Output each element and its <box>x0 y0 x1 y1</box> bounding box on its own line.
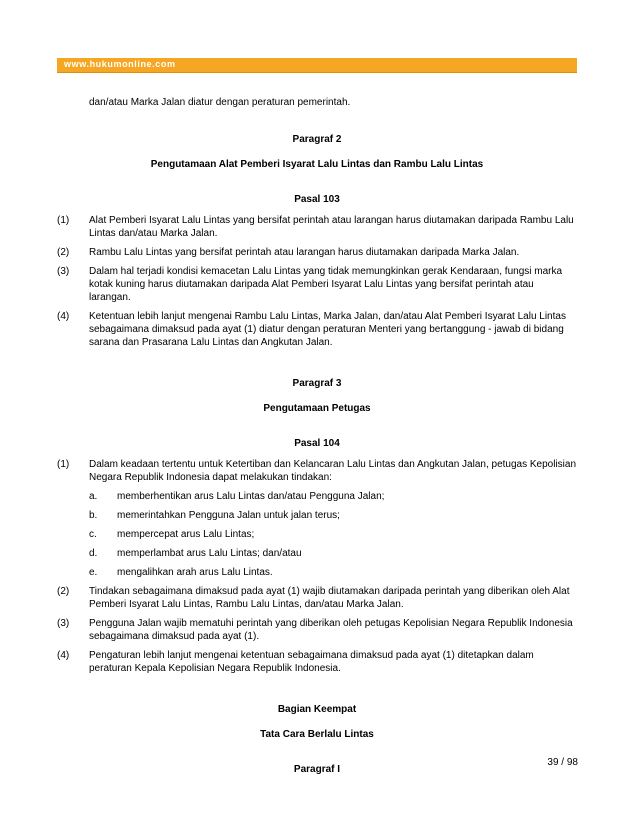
pasal-104-item <box>57 585 577 611</box>
subitem-text: memperlambat arus Lalu Lintas; dan/atau <box>117 548 302 559</box>
page-number: 39 / 98 <box>547 757 578 768</box>
paragraf-3-heading: Paragraf 3 <box>292 378 342 389</box>
paragraf-1-heading: Paragraf I <box>293 764 341 775</box>
site-header-bar <box>57 58 577 73</box>
pasal-104-subitem <box>89 547 577 560</box>
subitem-text: memerintahkan Pengguna Jalan untuk jalan terus; <box>117 510 340 521</box>
item-text: Rambu Lalu Lintas yang bersifat perintah atau larangan harus diutamakan daripada Marka Jalan. <box>89 247 520 258</box>
item-text: Ketentuan lebih lanjut mengenai Rambu Lalu Lintas, Marka Jalan, dan/atau Alat Pemberi Isyarat Lalu Lintas sebagaimana dimaksud pada ayat (1) diatur dengan peraturan Menteri yang bertanggung - jawab di bidang sarana dan Prasarana Lalu Lintas dan Angkutan Jalan. <box>89 311 566 348</box>
pasal-104-subitem <box>89 528 577 541</box>
item-number: (2) <box>57 586 70 597</box>
item-text: Pengaturan lebih lanjut mengenai ketentuan sebagaimana dimaksud pada ayat (1) ditetapkan dalam peraturan Kepala Kepolisian Negara Republik Indonesia. <box>89 650 534 674</box>
item-text: Dalam hal terjadi kondisi kemacetan Lalu Lintas yang tidak memungkinkan gerak Kendaraan, fungsi marka kotak kuning harus diutamakan daripada Alat Pemberi Isyarat Lalu Lintas yang bersifat perintah atau larangan. <box>89 266 563 303</box>
paragraf-3-title: Pengutamaan Petugas <box>263 403 371 414</box>
paragraf-2-heading: Paragraf 2 <box>292 134 342 145</box>
pasal-103-item <box>57 246 577 259</box>
subitem-letter: e. <box>89 567 98 578</box>
item-text: Alat Pemberi Isyarat Lalu Lintas yang bersifat perintah atau larangan harus diutamakan daripada Rambu Lalu Lintas dan/atau Marka Jalan. <box>89 215 574 239</box>
subitem-letter: d. <box>89 548 98 559</box>
pasal-104-item <box>57 458 577 484</box>
pasal-104-subitem <box>89 566 577 579</box>
subitem-text: mengalihkan arah arus Lalu Lintas. <box>117 567 273 578</box>
subitem-letter: c. <box>89 529 97 540</box>
item-number: (1) <box>57 459 70 470</box>
item-number: (3) <box>57 266 70 277</box>
paragraf-2-title: Pengutamaan Alat Pemberi Isyarat Lalu Lintas dan Rambu Lalu Lintas <box>150 159 484 170</box>
document-body <box>57 96 577 776</box>
subitem-letter: a. <box>89 491 98 502</box>
bagian-title: Tata Cara Berlalu Lintas <box>260 729 374 740</box>
item-number: (4) <box>57 650 70 661</box>
pasal-104-subitem <box>89 490 577 503</box>
subitem-text: memberhentikan arus Lalu Lintas dan/atau Pengguna Jalan; <box>117 491 385 502</box>
item-number: (2) <box>57 247 70 258</box>
item-number: (1) <box>57 215 70 226</box>
pasal-104-subitem <box>89 509 577 522</box>
site-url: www.hukumonline.com <box>64 59 176 69</box>
pasal-103-item <box>57 310 577 349</box>
item-text: Tindakan sebagaimana dimaksud pada ayat (1) wajib diutamakan daripada perintah yang diberikan oleh Alat Pemberi Isyarat Lalu Lintas, Rambu Lalu Lintas, dan/atau Marka Jalan. <box>89 586 570 610</box>
item-number: (4) <box>57 311 70 322</box>
subitem-letter: b. <box>89 510 98 521</box>
pasal-104-item <box>57 617 577 643</box>
subitem-text: mempercepat arus Lalu Lintas; <box>117 529 255 540</box>
pasal-103-item <box>57 265 577 304</box>
item-text: Dalam keadaan tertentu untuk Ketertiban dan Kelancaran Lalu Lintas dan Angkutan Jalan, petugas Kepolisian Negara Republik Indonesia dapat melakukan tindakan: <box>89 459 577 483</box>
pasal-103-item <box>57 214 577 240</box>
item-number: (3) <box>57 618 70 629</box>
bagian-heading: Bagian Keempat <box>277 704 357 715</box>
item-text: Pengguna Jalan wajib mematuhi perintah yang diberikan oleh petugas Kepolisian Negara Republik Indonesia sebagaimana dimaksud pada ayat (1). <box>89 618 573 642</box>
pasal-104-heading: Pasal 104 <box>294 438 340 449</box>
pasal-104-item <box>57 649 577 675</box>
pasal-103-heading: Pasal 103 <box>294 194 340 205</box>
intro-line: dan/atau Marka Jalan diatur dengan peraturan pemerintah. <box>89 97 351 108</box>
